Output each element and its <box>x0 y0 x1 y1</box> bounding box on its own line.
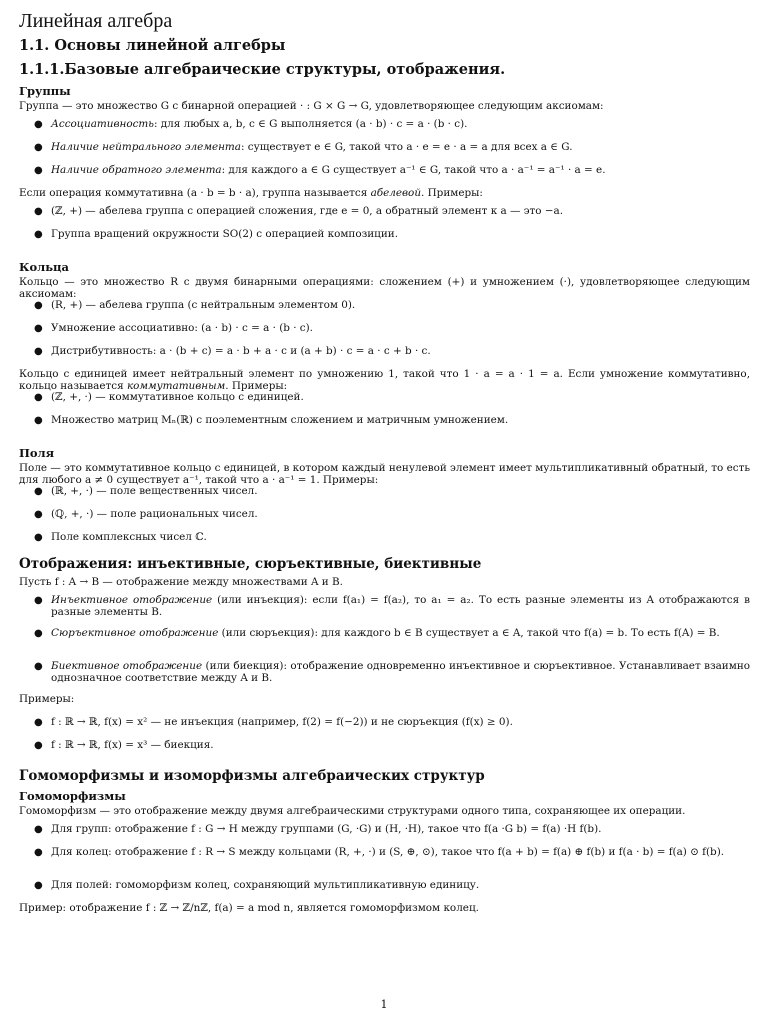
morphisms-intro: Гомоморфизм — это отображение между двумя алгебраическими структурами одного типа, сохраняющее их операции. <box>19 805 686 817</box>
map-text: (или инъекция): если f(a₁) = f(a₂), то a₁ = a₂. То есть разные элементы из A отображаются в разные элементы B. <box>51 594 750 618</box>
list-item <box>19 509 750 532</box>
groups-intro: Группа — это множество G с бинарной операцией · : G × G → G, удовлетворяющее следующим аксиомам: <box>19 100 604 112</box>
bullet-icon: ● <box>34 392 43 403</box>
list-item <box>19 415 750 438</box>
bullet-icon: ● <box>34 229 43 240</box>
axiom-term: Наличие нейтрального элемента <box>51 141 241 153</box>
morphism-text: Для полей: гомоморфизм колец, сохраняющий мультипликативную единицу. <box>51 879 480 891</box>
list-item <box>19 119 750 142</box>
axiom-text: Умножение ассоциативно: (a · b) · c = a · (b · c). <box>51 322 313 334</box>
bullet-icon: ● <box>34 532 43 543</box>
unit-term: коммутативным <box>126 379 226 392</box>
example-text: f : ℝ → ℝ, f(x) = x² — не инъекция (например, f(2) = f(−2)) и не сюръекция (f(x) ≥ 0). <box>51 716 513 728</box>
rings-examples-list <box>19 392 750 438</box>
list-item <box>19 165 750 188</box>
bullet-icon: ● <box>34 165 43 176</box>
list-item <box>19 206 750 229</box>
example-text: Множество матриц Mₙ(ℝ) с поэлементным сложением и матричным умножением. <box>51 414 509 426</box>
bullet-icon: ● <box>34 717 43 728</box>
example-text: Группа вращений окружности SO(2) с операцией композиции. <box>51 228 399 240</box>
example-text: Поле комплексных чисел ℂ. <box>51 531 207 543</box>
axiom-text: : для любых a, b, c ∈ G выполняется (a · b) · c = a · (b · c). <box>153 118 468 130</box>
axiom-term: Наличие обратного элемента <box>51 164 222 176</box>
subsection-heading: 1.1.1.Базовые алгебраические структуры, отображения. <box>19 61 506 78</box>
list-item <box>19 847 750 880</box>
spacer <box>19 252 750 260</box>
example-text: (ℤ, +) — абелева группа с операцией сложения, где e = 0, а обратный элемент к a — это −a. <box>51 205 564 217</box>
commutative-post: . Примеры: <box>421 187 483 199</box>
bullet-icon: ● <box>34 119 43 130</box>
section-heading: 1.1. Основы линейной алгебры <box>19 37 286 54</box>
bullet-icon: ● <box>34 323 43 334</box>
maps-types-list <box>19 595 750 694</box>
unit-pre: Кольцо с единицей имеет нейтральный элемент по умножению 1, такой что 1 · a = a · 1 = a. Если умножение коммутативно, кольцо называется <box>19 368 750 392</box>
list-item <box>19 323 750 346</box>
morphism-text: Для колец: отображение f : R → S между кольцами (R, +, ·) и (S, ⊕, ⊙), такое что f(a + b) = f(a) ⊕ f(b) и f(a · b) = f(a) ⊙ f(b). <box>51 846 725 858</box>
page-number: 1 <box>380 998 388 1011</box>
axiom-text: (R, +) — абелева группа (с нейтральным элементом 0). <box>51 299 356 311</box>
list-item <box>19 346 750 369</box>
list-item <box>19 740 750 763</box>
groups-commutative <box>19 188 750 206</box>
map-term: Биективное отображение <box>51 660 203 672</box>
commutative-pre: Если операция коммутативна (a · b = b · a), группа называется <box>19 187 371 199</box>
maps-examples-label: Примеры: <box>19 693 75 705</box>
map-term: Инъективное отображение <box>51 594 213 606</box>
list-item <box>19 392 750 415</box>
fields-heading: Поля <box>19 446 55 460</box>
maps-heading: Отображения: инъективные, сюръективные, биективные <box>19 556 482 572</box>
bullet-icon: ● <box>34 880 43 891</box>
list-item <box>19 300 750 323</box>
bullet-icon: ● <box>34 595 43 606</box>
bullet-icon: ● <box>34 628 43 639</box>
example-text: (ℤ, +, ·) — коммутативное кольцо с единицей. <box>51 391 304 403</box>
fields-examples-list <box>19 486 750 555</box>
bullet-icon: ● <box>34 824 43 835</box>
list-item <box>19 486 750 509</box>
list-item <box>19 229 750 252</box>
bullet-icon: ● <box>34 206 43 217</box>
bullet-icon: ● <box>34 300 43 311</box>
bullet-icon: ● <box>34 740 43 751</box>
list-item <box>19 880 750 903</box>
list-item <box>19 595 750 628</box>
list-item <box>19 717 750 740</box>
rings-axioms-list <box>19 300 750 369</box>
rings-heading: Кольца <box>19 260 69 274</box>
bullet-icon: ● <box>34 661 43 672</box>
list-item <box>19 661 750 694</box>
map-term: Сюръективное отображение <box>51 627 219 639</box>
bullet-icon: ● <box>34 142 43 153</box>
list-item <box>19 142 750 165</box>
document-page <box>19 8 750 921</box>
maps-intro: Пусть f : A → B — отображение между множествами A и B. <box>19 576 343 588</box>
axiom-term: Ассоциативность <box>51 118 154 130</box>
list-item <box>19 532 750 555</box>
list-item <box>19 628 750 661</box>
unit-post: . Примеры: <box>225 379 288 392</box>
groups-examples-list <box>19 206 750 252</box>
rings-unit <box>19 369 750 392</box>
fields-intro: Поле — это коммутативное кольцо с единицей, в котором каждый ненулевой элемент имеет мультипликативный обратный, то есть для любого a ≠ 0 существует a⁻¹, такой что a · a⁻¹ = 1. Примеры: <box>19 462 750 486</box>
morphisms-heading: Гомоморфизмы и изоморфизмы алгебраических структур <box>19 768 485 784</box>
map-text: (или сюръекция): для каждого b ∈ B существует a ∈ A, такой что f(a) = b. То есть f(A) = B. <box>218 627 720 639</box>
morphisms-example: Пример: отображение f : ℤ → ℤ/nℤ, f(a) = a mod n, является гомоморфизмом колец. <box>19 902 479 914</box>
page-title: Линейная алгебра <box>19 10 173 32</box>
morphism-text: Для групп: отображение f : G → H между группами (G, ·G) и (H, ·H), такое что f(a ·G b) = f(a) ·H f(b). <box>51 823 602 835</box>
groups-axioms-list <box>19 119 750 188</box>
morphisms-list <box>19 824 750 903</box>
rings-intro: Кольцо — это множество R с двумя бинарными операциями: сложением (+) и умножением (·), удовлетворяющее следующим аксиомам: <box>19 276 750 300</box>
bullet-icon: ● <box>34 346 43 357</box>
example-text: (ℚ, +, ·) — поле рациональных чисел. <box>51 508 258 520</box>
commutative-term: абелевой <box>370 187 422 199</box>
groups-heading: Группы <box>19 84 71 98</box>
maps-examples-list <box>19 717 750 763</box>
bullet-icon: ● <box>34 486 43 497</box>
example-text: f : ℝ → ℝ, f(x) = x³ — биекция. <box>51 739 214 751</box>
bullet-icon: ● <box>34 847 43 858</box>
map-text: (или биекция): отображение одновременно инъективное и сюръективное. Устанавливает взаимно однозначное соответствие между A и B. <box>51 660 750 684</box>
axiom-text: : существует e ∈ G, такой что a · e = e · a = a для всех a ∈ G. <box>240 141 573 153</box>
axiom-text: Дистрибутивность: a · (b + c) = a · b + a · c и (a + b) · c = a · c + b · c. <box>51 345 431 357</box>
example-text: (ℝ, +, ·) — поле вещественных чисел. <box>51 485 258 497</box>
list-item <box>19 824 750 847</box>
bullet-icon: ● <box>34 509 43 520</box>
axiom-text: : для каждого a ∈ G существует a⁻¹ ∈ G, такой что a · a⁻¹ = a⁻¹ · a = e. <box>221 164 606 176</box>
spacer <box>19 438 750 446</box>
bullet-icon: ● <box>34 415 43 426</box>
homomorphisms-subheading: Гомоморфизмы <box>19 789 126 803</box>
